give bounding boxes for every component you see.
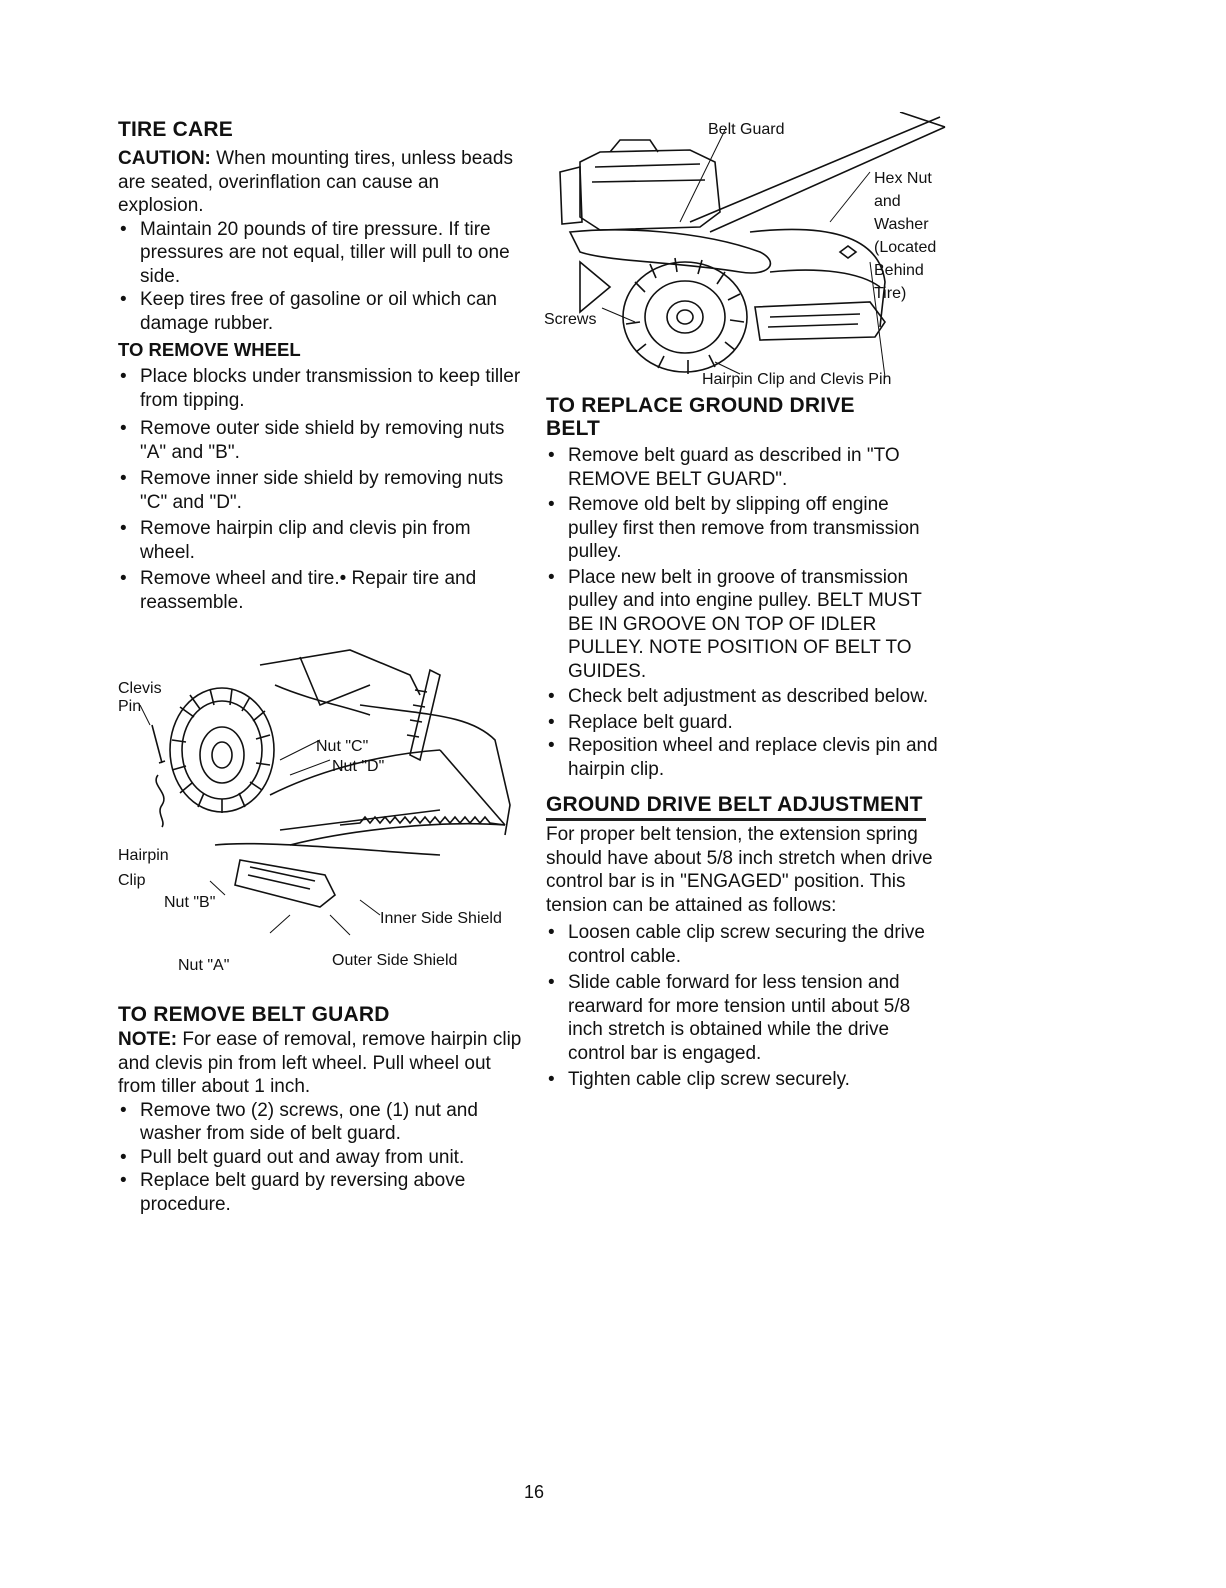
list-item: • Maintain 20 pounds of tire pressure. If tire pressures are not equal, tiller will pull to one side. [118, 218, 528, 289]
list-item: • Reposition wheel and replace clevis pin and hairpin clip. [546, 734, 941, 781]
label-inner-side-shield: Inner Side Shield [380, 910, 502, 927]
label-hairpin-clevis: Hairpin Clip and Clevis Pin [702, 371, 892, 388]
list-item: • Remove belt guard as described in "TO REMOVE BELT GUARD". [546, 444, 941, 491]
label-hex-nut: Hex Nut [874, 170, 932, 187]
right-column [546, 394, 941, 1092]
label-pin: Pin [118, 698, 142, 715]
list-item: • Place new belt in groove of transmission pulley and into engine pulley. BELT MUST BE IN GROOVE ON TOP OF IDLER PULLEY. NOTE POSITION OF BELT TO GUIDES. [546, 566, 941, 684]
label-tire: Tire) [874, 285, 907, 302]
label-nut-c: Nut "C" [316, 738, 369, 755]
remove-wheel-heading: TO REMOVE WHEEL [118, 339, 301, 360]
label-belt-guard: Belt Guard [708, 121, 785, 138]
list-item: • Remove inner side shield by removing nuts "C" and "D". [118, 467, 528, 514]
label-and: and [874, 193, 901, 210]
note-paragraph [118, 1028, 528, 1099]
label-clip: Clip [118, 872, 146, 889]
list-item: • Keep tires free of gasoline or oil which can damage rubber. [118, 288, 528, 335]
scan-streak [546, 818, 926, 821]
label-hairpin: Hairpin [118, 847, 169, 864]
label-located: (Located [874, 239, 937, 256]
list-item: • Slide cable forward for less tension and rearward for more tension until about 5/8 inch stretch is obtained while the drive control bar is engaged. [546, 971, 941, 1065]
belt-guard-illustration [540, 112, 960, 392]
label-nut-a: Nut "A" [178, 957, 230, 974]
remove-wheel-list [118, 365, 528, 614]
wheel-removal-illustration [110, 645, 530, 985]
list-item: • Remove hairpin clip and clevis pin from wheel. [118, 517, 528, 564]
list-item: • Check belt adjustment as described below. [546, 685, 941, 709]
list-item: • Pull belt guard out and away from unit. [118, 1146, 528, 1170]
belt-adjustment-intro: For proper belt tension, the extension spring should have about 5/8 inch stretch when drive control bar is in "ENGAGED" position. This tension can be attained as follows: [546, 824, 933, 916]
tire-care-heading: TIRE CARE [118, 118, 233, 141]
replace-belt-heading: TO REPLACE GROUND DRIVE BELT [546, 394, 855, 440]
label-clevis: Clevis [118, 680, 162, 697]
list-item: • Place blocks under transmission to keep tiller from tipping. [118, 365, 528, 412]
label-washer: Washer [874, 216, 929, 233]
caution-label: CAUTION: [118, 148, 211, 169]
label-nut-b: Nut "B" [164, 894, 216, 911]
caution-paragraph [118, 147, 528, 218]
left-column [118, 118, 528, 614]
label-behind: Behind [874, 262, 924, 279]
list-item: • Remove outer side shield by removing nuts "A" and "B". [118, 417, 528, 464]
note-text: For ease of removal, remove hairpin clip and clevis pin from left wheel. Pull wheel out from tiller about 1 inch. [118, 1029, 522, 1097]
belt-guard-list [118, 1099, 528, 1217]
caution-text: When mounting tires, unless beads are seated, overinflation can cause an explosion. [118, 148, 513, 216]
label-nut-d: Nut "D" [332, 758, 385, 775]
belt-adjustment-list [546, 921, 941, 1092]
list-item: • Remove wheel and tire.• Repair tire and reassemble. [118, 567, 528, 614]
list-item: • Replace belt guard. [546, 711, 941, 735]
label-outer-side-shield: Outer Side Shield [332, 952, 458, 969]
belt-guard-section [118, 1003, 528, 1216]
remove-belt-guard-heading: TO REMOVE BELT GUARD [118, 1003, 390, 1026]
note-label: NOTE: [118, 1029, 178, 1050]
label-screws: Screws [544, 311, 597, 328]
list-item: • Remove two (2) screws, one (1) nut and washer from side of belt guard. [118, 1099, 528, 1146]
belt-adjustment-heading: GROUND DRIVE BELT ADJUSTMENT [546, 793, 923, 816]
page-number: 16 [524, 1482, 545, 1502]
list-item: • Tighten cable clip screw securely. [546, 1068, 941, 1092]
wheel-removal-figure [110, 645, 530, 985]
belt-guard-figure [540, 112, 960, 392]
list-item: • Loosen cable clip screw securing the drive control cable. [546, 921, 941, 968]
list-item: • Remove old belt by slipping off engine pulley first then remove from transmission pulley. [546, 493, 941, 564]
replace-belt-list [546, 444, 941, 781]
list-item: • Replace belt guard by reversing above procedure. [118, 1169, 528, 1216]
tire-care-list [118, 218, 528, 336]
